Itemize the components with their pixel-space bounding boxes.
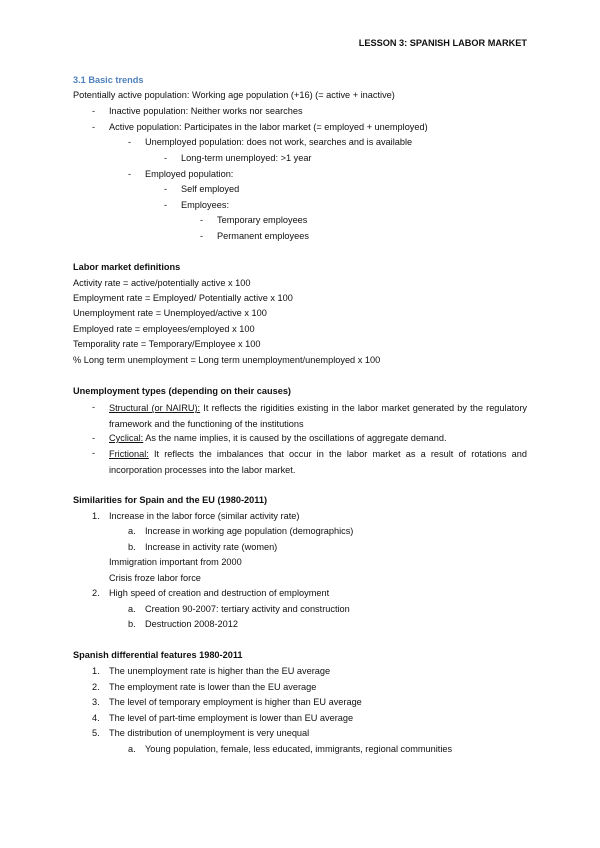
differential-item: The employment rate is lower than the EU average xyxy=(109,682,317,692)
bullet-dash: - xyxy=(164,184,168,194)
inactive-line: Inactive population: Neither works nor searches xyxy=(109,106,303,116)
bullet-dash: - xyxy=(164,153,168,163)
bullet-dash: - xyxy=(200,231,204,241)
page-header: LESSON 3: SPANISH LABOR MARKET xyxy=(358,38,527,48)
differential-item: The distribution of unemployment is very unequal xyxy=(109,728,310,738)
list-number: 5. xyxy=(92,728,100,738)
frictional-paragraph xyxy=(109,447,527,478)
bullet-dash: - xyxy=(164,200,168,210)
differential-item: The level of part-time employment is lower than EU average xyxy=(109,713,354,723)
similarity-subitem: Increase in working age population (demographics) xyxy=(145,526,354,536)
similarity-item: High speed of creation and destruction of employment xyxy=(109,588,330,598)
section-heading-basic-trends: 3.1 Basic trends xyxy=(73,75,144,85)
unemployed-line: Unemployed population: does not work, searches and is available xyxy=(145,137,413,147)
employees-line: Employees: xyxy=(181,200,230,210)
frictional-text: It reflects the imbalances that occur in the labor market as a result of rotations and incorporation processes into the labor market. xyxy=(109,449,527,475)
bullet-dash: - xyxy=(92,433,96,443)
bullet-dash: - xyxy=(92,122,96,132)
list-letter: b. xyxy=(128,542,136,552)
cyclical-paragraph xyxy=(109,432,447,444)
similarities-heading: Similarities for Spain and the EU (1980-2011) xyxy=(73,495,268,505)
definition-line: % Long term unemployment = Long term unemployment/unemployed x 100 xyxy=(73,355,381,365)
cyclical-term: Cyclical: xyxy=(109,433,144,443)
self-employed-line: Self employed xyxy=(181,184,240,194)
bullet-dash: - xyxy=(92,402,96,412)
similarity-item: Increase in the labor force (similar activity rate) xyxy=(109,511,300,521)
permanent-line: Permanent employees xyxy=(217,231,309,241)
active-line: Active population: Participates in the labor market (= employed + unemployed) xyxy=(109,122,428,132)
bullet-dash: - xyxy=(128,169,132,179)
bullet-dash: - xyxy=(200,215,204,225)
bullet-dash: - xyxy=(128,137,132,147)
list-number: 1. xyxy=(92,511,100,521)
list-number: 1. xyxy=(92,666,100,676)
employed-line: Employed population: xyxy=(145,169,234,179)
structural-term: Structural (or NAIRU): xyxy=(109,403,201,413)
differential-heading: Spanish differential features 1980-2011 xyxy=(73,650,243,660)
differential-item: The unemployment rate is higher than the EU average xyxy=(109,666,331,676)
structural-text: It reflects the rigidities existing in the labor market generated by the regulatory framework and the functioning of the institutions xyxy=(109,403,527,429)
similarity-note: Immigration important from 2000 xyxy=(109,557,242,567)
similarity-subitem: Creation 90-2007: tertiary activity and construction xyxy=(145,604,350,614)
long-term-line: Long-term unemployed: >1 year xyxy=(181,153,312,163)
frictional-term: Frictional: xyxy=(109,449,149,459)
differential-subitem: Young population, female, less educated, immigrants, regional communities xyxy=(145,744,453,754)
list-number: 2. xyxy=(92,682,100,692)
similarity-subitem: Increase in activity rate (women) xyxy=(145,542,278,552)
similarity-subitem: Destruction 2008-2012 xyxy=(145,619,238,629)
bullet-dash: - xyxy=(92,106,96,116)
definition-line: Employment rate = Employed/ Potentially active x 100 xyxy=(73,293,293,303)
list-number: 3. xyxy=(92,697,100,707)
definition-line: Activity rate = active/potentially active x 100 xyxy=(73,278,251,288)
definition-line: Temporality rate = Temporary/Employee x 100 xyxy=(73,339,261,349)
list-letter: a. xyxy=(128,744,136,754)
list-number: 4. xyxy=(92,713,100,723)
unemployment-types-heading: Unemployment types (depending on their causes) xyxy=(73,386,291,396)
structural-paragraph xyxy=(109,401,527,432)
differential-item: The level of temporary employment is higher than EU average xyxy=(109,697,362,707)
list-number: 2. xyxy=(92,588,100,598)
bullet-dash: - xyxy=(92,448,96,458)
potentially-active-line: Potentially active population: Working age population (+16) (= active + inactive) xyxy=(73,90,395,100)
cyclical-text: As the name implies, it is caused by the oscillations of aggregate demand. xyxy=(143,433,447,443)
list-letter: a. xyxy=(128,526,136,536)
list-letter: b. xyxy=(128,619,136,629)
similarity-note: Crisis froze labor force xyxy=(109,573,201,583)
definitions-heading: Labor market definitions xyxy=(73,262,181,272)
definition-line: Employed rate = employees/employed x 100 xyxy=(73,324,255,334)
temporary-line: Temporary employees xyxy=(217,215,308,225)
definition-line: Unemployment rate = Unemployed/active x 100 xyxy=(73,308,267,318)
list-letter: a. xyxy=(128,604,136,614)
